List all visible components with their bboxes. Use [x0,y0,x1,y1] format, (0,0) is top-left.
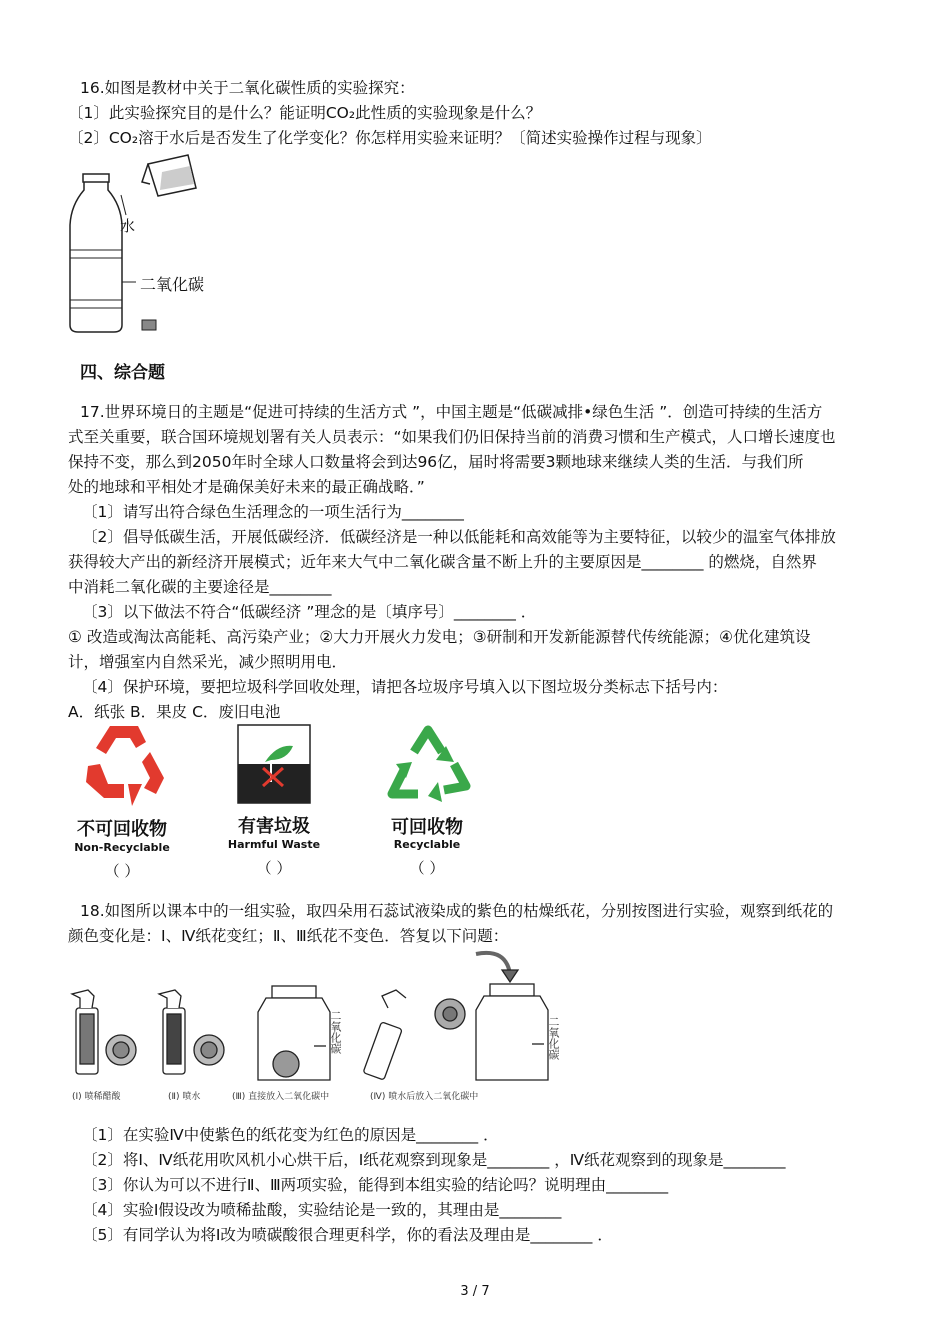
label-water: 水 [120,217,136,235]
label-carbon-dioxide: 二氧化碳 [140,275,205,294]
q16-stem: 16.如图是教材中关于二氧化碳性质的实验探究： [80,79,415,97]
q17-sub3: 〔3〕以下做法不符合“低碳经济 ”理念的是〔填序号〕________ ． [82,603,537,621]
bin2-answer-slot[interactable]: （ ） [256,859,292,877]
bottle-experiment-figure [66,150,246,340]
caption-exp-1: (Ⅰ) 喷稀醋酸 [72,1092,121,1102]
bin1-answer-slot[interactable]: （ ） [104,862,140,880]
q18-sub1: 〔1〕在实验Ⅳ中使紫色的纸花变为红色的原因是________ ． [82,1126,499,1144]
q17-line4: 处的地球和平相处才是确保美好未来的最正确战略．” [68,478,425,496]
q16-part2: 〔2〕CO₂溶于水后是否发生了化学变化？你怎样用实验来证明？〔简述实验操作过程与现象〕 [68,129,712,147]
q17-sub2b: 获得较大产出的新经济开展模式；近年来大气中二氧化碳含量不断上升的主要原因是________ 的燃烧，自然界 [68,553,817,571]
q17-sub4: 〔4〕保护环境，要把垃圾科学回收处理，请把各垃圾序号填入以下图垃圾分类标志下括号内： [82,678,728,696]
q17-sub3-options-1: ① 改造或淘汰高能耗、高污染产业；②大力开展火力发电；③研制和开发新能源替代传统能源；④优化建筑设 [68,628,811,646]
q18-line2: 颜色变化是：Ⅰ、Ⅳ纸花变红；Ⅱ、Ⅲ纸花不变色．答复以下问题： [68,927,509,945]
q17-line3: 保持不变，那么到2050年时全球人口数量将会到达96亿，届时将需要3颗地球来继续人类的生活．与我们所 [68,453,804,471]
bin3-english: Recyclable [393,838,461,851]
recyclable-sign-icon [384,724,474,804]
q18-sub3: 〔3〕你认为可以不进行Ⅱ、Ⅲ两项实验，能得到本组实验的结论吗？说明理由________ [82,1176,669,1194]
q17-sub1: 〔1〕请写出符合绿色生活理念的一项生活行为________ [82,503,464,521]
q17-sub2c: 中消耗二氧化碳的主要途径是________ [68,578,332,596]
caption-exp-2: (Ⅱ) 喷水 [168,1092,201,1102]
bin1-title: 不可回收物 [77,819,167,840]
bin1-english: Non-Recyclable [74,841,170,854]
q17-sub3-options-2: 计，增强室内自然采光，减少照明用电． [68,653,348,671]
bin3-title: 可回收物 [391,817,463,838]
page-number: 3 / 7 [460,1284,490,1299]
section-heading: 四、综合题 [80,363,165,383]
q18-sub4: 〔4〕实验Ⅰ假设改为喷稀盐酸，实验结论是一致的，其理由是________ [82,1201,562,1219]
harmful-waste-sign-icon [237,724,311,804]
jar3-label: 二氧化碳 [329,1010,342,1054]
q18-sub5: 〔5〕有同学认为将Ⅰ改为喷碳酸很合理更科学，你的看法及理由是________ ． [82,1226,613,1244]
bin3-answer-slot[interactable]: （ ） [409,859,445,877]
q18-sub2: 〔2〕将Ⅰ、Ⅳ纸花用吹风机小心烘干后，Ⅰ纸花观察到现象是________ ，Ⅳ纸花观察到的现象是________ [82,1151,786,1169]
jar4-label: 二氧化碳 [547,1016,560,1060]
bin2-title: 有害垃圾 [238,816,310,837]
q17-sub2a: 〔2〕倡导低碳生活，开展低碳经济．低碳经济是一种以低能耗和高效能等为主要特征，以较少的温室气体排放 [82,528,836,546]
q17-line1: 17.世界环境日的主题是“促进可持续的生活方式 ”，中国主题是“低碳减排•绿色生活 ”．创造可持续的生活方 [80,403,823,421]
non-recyclable-sign-icon [80,722,170,810]
bin2-english: Harmful Waste [227,838,321,851]
q16-part1: 〔1〕此实验探究目的是什么？能证明CO₂此性质的实验现象是什么？ [68,104,542,122]
q17-line2: 式至关重要，联合国环境规划署有关人员表示：“如果我们仍旧保持当前的消费习惯和生产模式，人口增长速度也 [68,428,836,446]
caption-exp-4: (Ⅳ) 喷水后放入二氧化碳中 [370,1092,479,1102]
q17-choices: A．纸张 B．果皮 C．废旧电池 [68,703,281,721]
q18-line1: 18.如图所以课本中的一组实验，取四朵用石蕊试液染成的紫色的枯燥纸花，分别按图进行实验，观察到纸花的 [80,902,834,920]
paper-flower-experiments-figure [66,950,566,1085]
caption-exp-3: (Ⅲ) 直接放入二氧化碳中 [232,1092,330,1102]
